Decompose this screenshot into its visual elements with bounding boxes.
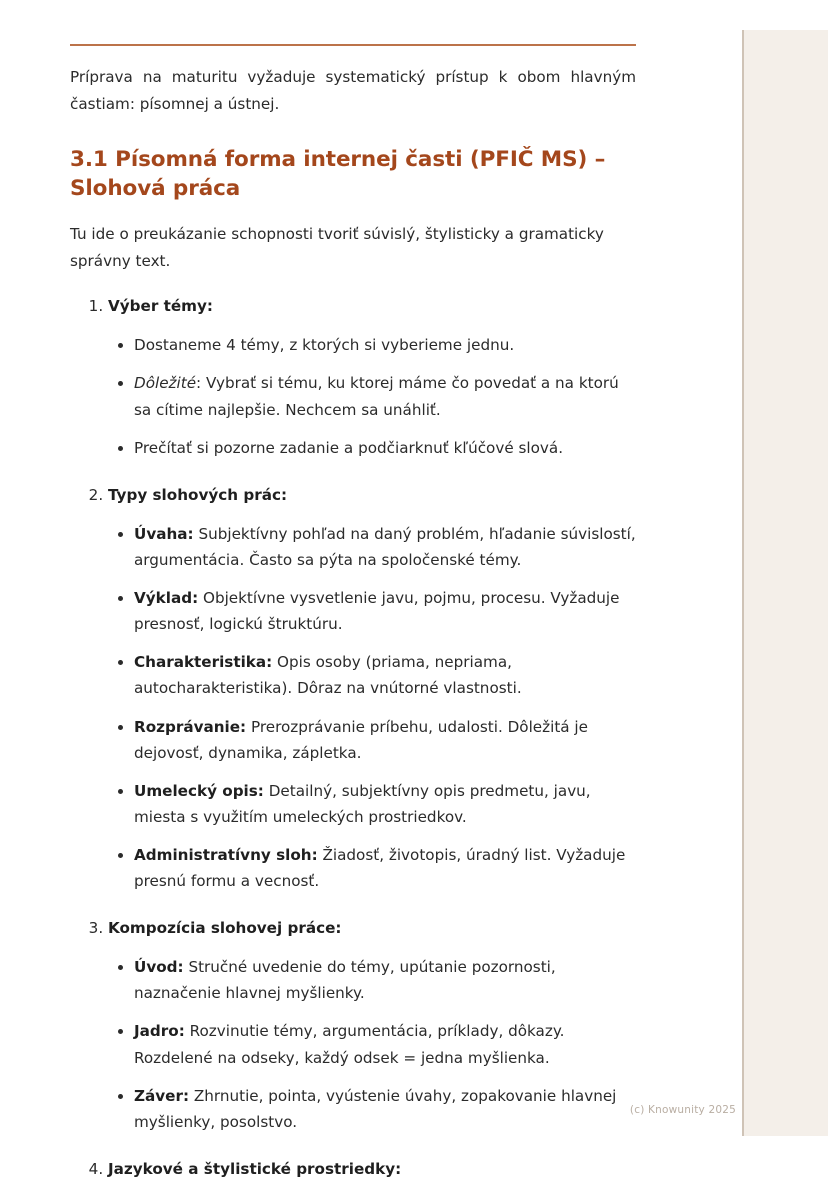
sub-list-item	[134, 714, 636, 766]
sub-item-text: Zhrnutie, pointa, vyústenie úvahy, zopakovanie hlavnej myšlienky, posolstvo.	[134, 1086, 617, 1131]
sub-list-item	[134, 585, 636, 637]
numbered-list	[70, 294, 636, 1182]
sub-item-text: Objektívne vysvetlenie javu, pojmu, procesu. Vyžaduje presnosť, logickú štruktúru.	[134, 588, 620, 634]
lead-paragraph: Tu ide o preukázanie schopnosti tvoriť súvislý, štylisticky a gramaticky správny text.	[70, 225, 604, 270]
sub-item-label: Úvod:	[134, 958, 184, 977]
sub-item-label: Výklad:	[134, 588, 199, 607]
sub-item-text: : Vybrať si tému, ku ktorej máme čo povedať a na ktorú sa cítime najlepšie. Nechcem sa unáhliť.	[134, 374, 619, 419]
sub-item-label: Jadro:	[134, 1022, 185, 1041]
sub-item-label: Umelecký opis:	[134, 781, 264, 800]
sub-list-item	[134, 521, 636, 573]
intro-paragraph: Príprava na maturitu vyžaduje systematický prístup k obom hlavným častiam: písomnej a ústnej.	[70, 68, 636, 113]
list-item	[108, 916, 636, 1135]
watermark: (c) Knowunity 2025	[629, 1104, 736, 1116]
sub-list-item	[134, 778, 636, 830]
sub-item-label: Rozprávanie:	[134, 717, 247, 736]
sub-list-item	[134, 954, 636, 1006]
sub-item-label: Administratívny sloh:	[134, 846, 318, 865]
document-content	[70, 0, 636, 1189]
sub-item-text: Rozvinutie témy, argumentácia, príklady, dôkazy. Rozdelené na odseky, každý odsek = jedna myšlienka.	[134, 1022, 565, 1067]
list-item-heading: Typy slohových prác:	[108, 485, 288, 504]
sub-item-label: Úvaha:	[134, 524, 194, 543]
list-item	[108, 1157, 636, 1183]
sub-list-item	[134, 435, 636, 461]
sub-item-text: Opis osoby (priama, nepriama, autocharakteristika). Dôraz na vnútorné vlastnosti.	[134, 653, 522, 698]
sub-item-text: Dostaneme 4 témy, z ktorých si vyberieme jednu.	[134, 336, 515, 355]
sub-item-text: Prerozprávanie príbehu, udalosti. Dôležitá je dejovosť, dynamika, zápletka.	[134, 717, 588, 762]
sub-list-item	[134, 1083, 636, 1135]
list-item	[108, 294, 636, 460]
sub-item-text: Žiadosť, životopis, úradný list. Vyžaduje presnú formu a vecnosť.	[134, 846, 626, 891]
top-divider	[70, 44, 636, 46]
sub-list	[108, 521, 636, 895]
list-item-heading: Kompozícia slohovej práce:	[108, 919, 342, 938]
sub-item-label: Záver:	[134, 1086, 190, 1105]
list-item	[108, 483, 636, 895]
sub-list	[108, 332, 636, 461]
sub-item-text: Detailný, subjektívny opis predmetu, javu, miesta s využitím umeleckých prostriedkov.	[134, 781, 591, 826]
sub-list-item	[134, 842, 636, 894]
sub-list-item	[134, 649, 636, 701]
sub-item-text: Prečítať si pozorne zadanie a podčiarknuť kľúčové slová.	[134, 438, 564, 457]
sub-list-item	[134, 370, 636, 422]
sub-item-text: Subjektívny pohľad na daný problém, hľadanie súvislostí, argumentácia. Často sa pýta na spoločenské témy.	[134, 524, 636, 569]
list-item-heading: Jazykové a štylistické prostriedky:	[108, 1160, 402, 1179]
page-side-rail	[742, 30, 828, 1136]
sub-item-label: Charakteristika:	[134, 653, 273, 672]
section-heading: 3.1 Písomná forma internej časti (PFIČ MS) – Slohová práca	[70, 147, 606, 202]
sub-list	[108, 954, 636, 1135]
sub-list-item	[134, 1018, 636, 1070]
sub-list-item	[134, 332, 636, 358]
list-item-heading: Výber témy:	[108, 297, 213, 316]
sub-item-text: Stručné uvedenie do témy, upútanie pozornosti, naznačenie hlavnej myšlienky.	[134, 958, 556, 1003]
sub-item-emphasis: Dôležité	[134, 374, 197, 393]
